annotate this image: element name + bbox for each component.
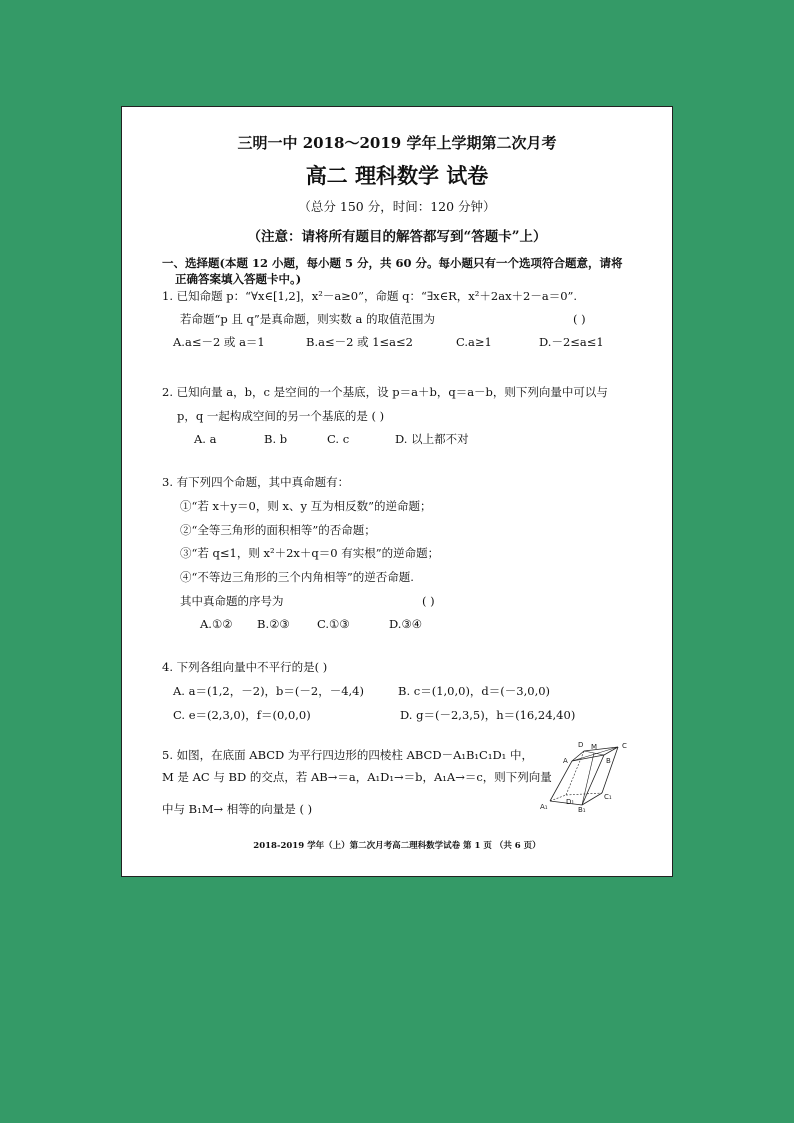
question-2-option-a: A. a [194,432,217,446]
section-heading-cont: 正确答案填入答题卡中。) [175,272,302,286]
question-4-stem: 4. 下列各组向量中不平行的是( ) [162,660,328,674]
question-3-ask: 其中真命题的序号为 [180,594,284,608]
question-3-option-d: D.③④ [389,617,423,631]
fig-label: A₁ [540,803,548,811]
page-title: 高二 理科数学 试卷 [305,163,489,188]
fig-label: M [591,743,598,751]
fig-label: A [563,757,568,765]
question-3-item-1: ①“若 x＋y＝0，则 x、y 互为相反数”的逆命题； [180,499,432,513]
question-2-option-b: B. b [264,432,288,446]
question-5-stem: 5. 如图，在底面 ABCD 为平行四边形的四棱柱 ABCD－A₁B₁C₁D₁ 中， [162,748,533,762]
question-3-option-b: B.②③ [257,617,290,631]
question-1-stem-cont: 若命题“p 且 q”是真命题，则实数 a 的取值范围为 [180,312,435,326]
question-1-option-d: D.－2≤a≤1 [539,335,604,349]
question-4-option-d: D. g＝(－2,3,5)，h＝(16,24,40) [400,708,576,722]
fig-label: B [606,757,611,765]
question-2-option-d: D. 以上都不对 [395,432,469,446]
question-5-stem-cont-2: 中与 B₁M→ 相等的向量是 ( ) [162,802,313,816]
question-1-stem: 1. 已知命题 p：“∀x∈[1,2]，x²－a≥0”，命题 q：“∃x∈R，x²＋2ax＋2－a＝0”. [162,289,578,303]
question-2-stem: 2. 已知向量 a，b，c 是空间的一个基底，设 p＝a＋b，q＝a－b，则下列向量中可以与 [162,385,608,399]
fig-label: D [578,741,584,749]
question-4-option-c: C. e＝(2,3,0)，f＝(0,0,0) [173,708,311,722]
exam-page [121,106,673,877]
fig-label: C₁ [604,793,612,801]
question-4-option-b: B. c＝(1,0,0)，d＝(－3,0,0) [398,684,551,698]
section-heading: 一、选择题(本题 12 小题，每小题 5 分，共 60 分。每小题只有一个选项符合题意，请将 [162,256,623,270]
question-2-option-c: C. c [327,432,350,446]
fig-label: C [622,742,627,750]
question-3-item-3: ③“若 q≤1，则 x²＋2x＋q＝0 有实根”的逆命题； [180,546,440,560]
question-4-option-a: A. a＝(1,2，－2)，b＝(－2，－4,4) [173,684,364,698]
page-footer: 2018-2019 学年（上）第二次月考高二理科数学试卷 第 1 页 （共 6 页） [253,841,541,851]
question-3-option-c: C.①③ [317,617,350,631]
exam-notice: （注意：请将所有题目的解答都写到“答题卡”上） [247,229,547,245]
question-2-stem-cont: p，q 一起构成空间的另一个基底的是 ( ) [177,409,385,423]
question-1-option-c: C.a≥1 [456,335,492,349]
prism-figure [536,739,640,813]
question-3-item-2: ②“全等三角形的面积相等”的否命题； [180,523,376,537]
fig-label: B₁ [578,806,586,813]
exam-meta: （总分 150 分，时间：120 分钟） [298,199,496,214]
question-5-stem-cont: M 是 AC 与 BD 的交点，若 AB→＝a，A₁D₁→＝b，A₁A→＝c，则下列向量 [162,770,552,784]
question-1-option-a: A.a≤－2 或 a＝1 [173,335,265,349]
question-3-item-4: ④“不等边三角形的三个内角相等”的逆否命题. [180,570,414,584]
question-3-stem: 3. 有下列四个命题，其中真命题有： [162,475,350,489]
question-1-option-b: B.a≤－2 或 1≤a≤2 [306,335,413,349]
question-3-option-a: A.①② [200,617,233,631]
school-line: 三明一中 2018～2019 学年上学期第二次月考 [237,134,557,152]
answer-paren: ( ) [573,312,586,326]
fig-label: D₁ [566,798,575,806]
answer-paren: ( ) [422,594,435,608]
